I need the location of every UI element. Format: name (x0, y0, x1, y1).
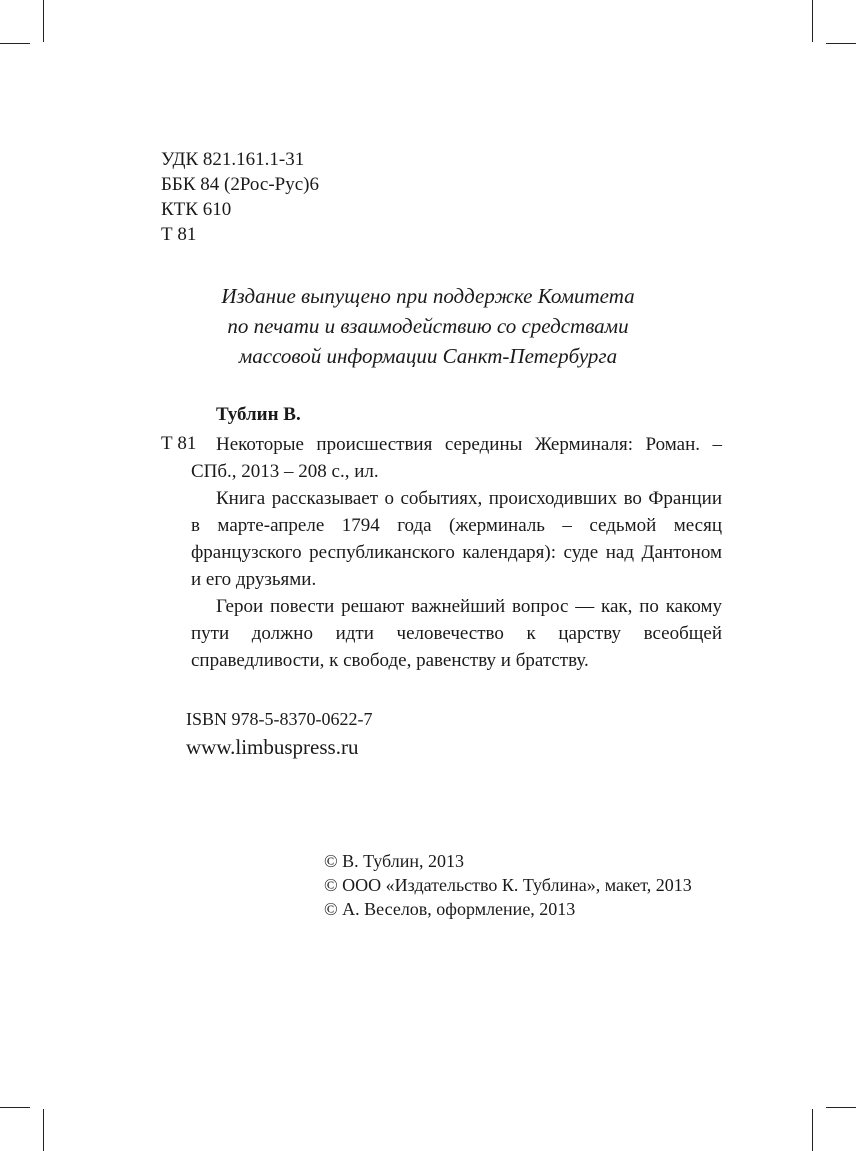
bbk-code: ББК 84 (2Рос-Рус)6 (161, 174, 319, 195)
support-notice-line-1: Издание выпущено при поддержке Комитета (221, 284, 635, 308)
entry-abstract (191, 431, 722, 674)
copyright-line-1: © В. Тублин, 2013 (324, 851, 465, 871)
crop-mark-top-right-vertical (812, 0, 813, 42)
copyright-line-3: © А. Веселов, оформление, 2013 (324, 899, 576, 919)
entry-title-line: Некоторые происшествия середины Жерминаля: Роман. – СПб., 2013 – 208 с., ил. (191, 434, 722, 482)
entry-paragraph-1: Книга рассказывает о событиях, происходивших во Франции в марте-апреле 1794 года (жерминаль – седьмой месяц французского республиканского календаря): суде над Дантоном и его друзьями. (191, 488, 722, 590)
udk-code: УДК 821.161.1-31 (161, 149, 305, 170)
crop-mark-top-left-vertical (43, 0, 44, 42)
entry-code: Т 81 (161, 433, 197, 454)
support-notice-line-3: массовой информации Санкт-Петербурга (238, 344, 618, 368)
crop-mark-top-left-horizontal (0, 43, 30, 44)
crop-mark-bottom-left-horizontal (0, 1107, 30, 1108)
ktk-code: КТК 610 (161, 199, 232, 220)
crop-mark-bottom-right-horizontal (826, 1107, 856, 1108)
author-mark: Т 81 (161, 224, 197, 245)
crop-mark-top-right-horizontal (826, 43, 856, 44)
website-link[interactable]: www.limbuspress.ru (186, 735, 359, 759)
crop-mark-bottom-left-vertical (43, 1109, 44, 1151)
copyright-line-2: © ООО «Издательство К. Тублина», макет, 2013 (324, 875, 692, 895)
isbn: ISBN 978-5-8370-0622-7 (186, 709, 373, 729)
support-notice-line-2: по печати и взаимодействию со средствами (227, 314, 629, 338)
crop-mark-bottom-right-vertical (812, 1109, 813, 1151)
entry-paragraph-2: Герои повести решают важнейший вопрос — как, по какому пути должно идти человечество к царству всеобщей справедливости, к свободе, равенству и братству. (191, 596, 722, 671)
entry-author: Тублин В. (216, 404, 301, 425)
